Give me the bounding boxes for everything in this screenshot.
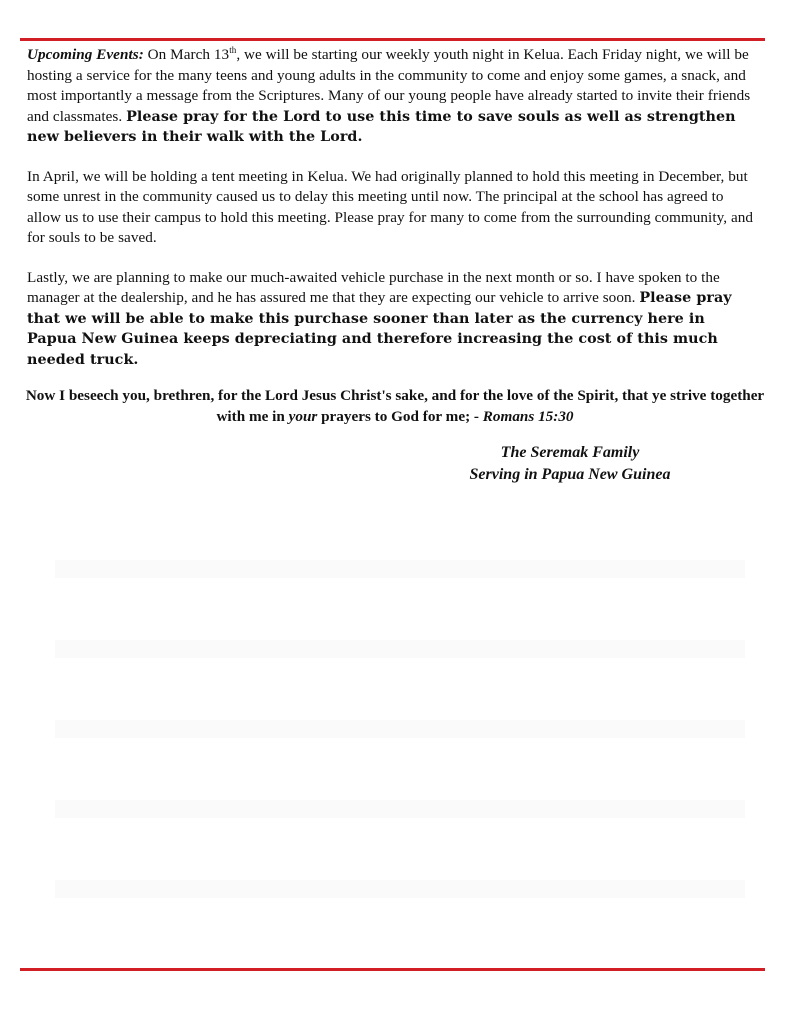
verse-your: your	[288, 408, 318, 425]
prayer-request-vehicle: Please pray that we will be able to make this purchase sooner than later as the currency here in Papua New Guinea keeps depreciating and therefore increasing the cost of this much needed truck.	[27, 290, 732, 368]
vehicle-paragraph	[27, 268, 757, 371]
top-red-rule	[20, 38, 765, 41]
paragraph1-text-b: , we will be starting our weekly youth night in Kelua. Each Friday night, we will be hosting a service for the many teens and young adults in the community to come and enjoy some games, a snack, and most importantly a message from the Scriptures. Many of our young people have already started to invite their friends and classmates.	[27, 46, 751, 125]
tent-meeting-paragraph: In April, we will be holding a tent meeting in Kelua. We had originally planned to hold this meeting in December, but some unrest in the community caused us to delay this meeting until now. The principal at the school has agreed to allow us to use their campus to hold this meeting. Please pray for many to come from the surrounding community, and for souls to be saved.	[27, 167, 754, 246]
ordinal-suffix: th	[229, 44, 237, 55]
signature-block	[420, 442, 720, 486]
signature-location: Serving in Papua New Guinea	[469, 466, 671, 483]
paragraph3-text: Lastly, we are planning to make our much-awaited vehicle purchase in the next month or so. I have spoken to the manager at the dealership, and he has assured me that they are expecting our vehicle to arrive soon.	[27, 268, 720, 306]
upcoming-events-heading: Upcoming Events:	[27, 46, 144, 63]
verse-reference: Romans 15:30	[482, 408, 574, 425]
bottom-red-rule	[20, 968, 765, 971]
upcoming-events-paragraph	[27, 45, 757, 148]
prayer-request-youth: Please pray for the Lord to use this time to save souls as well as strengthen new believers in their walk with the Lord.	[27, 108, 736, 145]
signature-family: The Seremak Family	[500, 444, 640, 461]
newsletter-body	[27, 45, 757, 370]
verse-text-b: prayers to God for me; -	[317, 408, 483, 425]
scripture-verse	[25, 385, 765, 427]
paragraph1-text-a: On March 13	[143, 46, 230, 63]
verse-text-a: Now I beseech you, brethren, for the Lord Jesus Christ's sake, and for the love of the Spirit, that ye strive together with me in	[25, 387, 765, 425]
